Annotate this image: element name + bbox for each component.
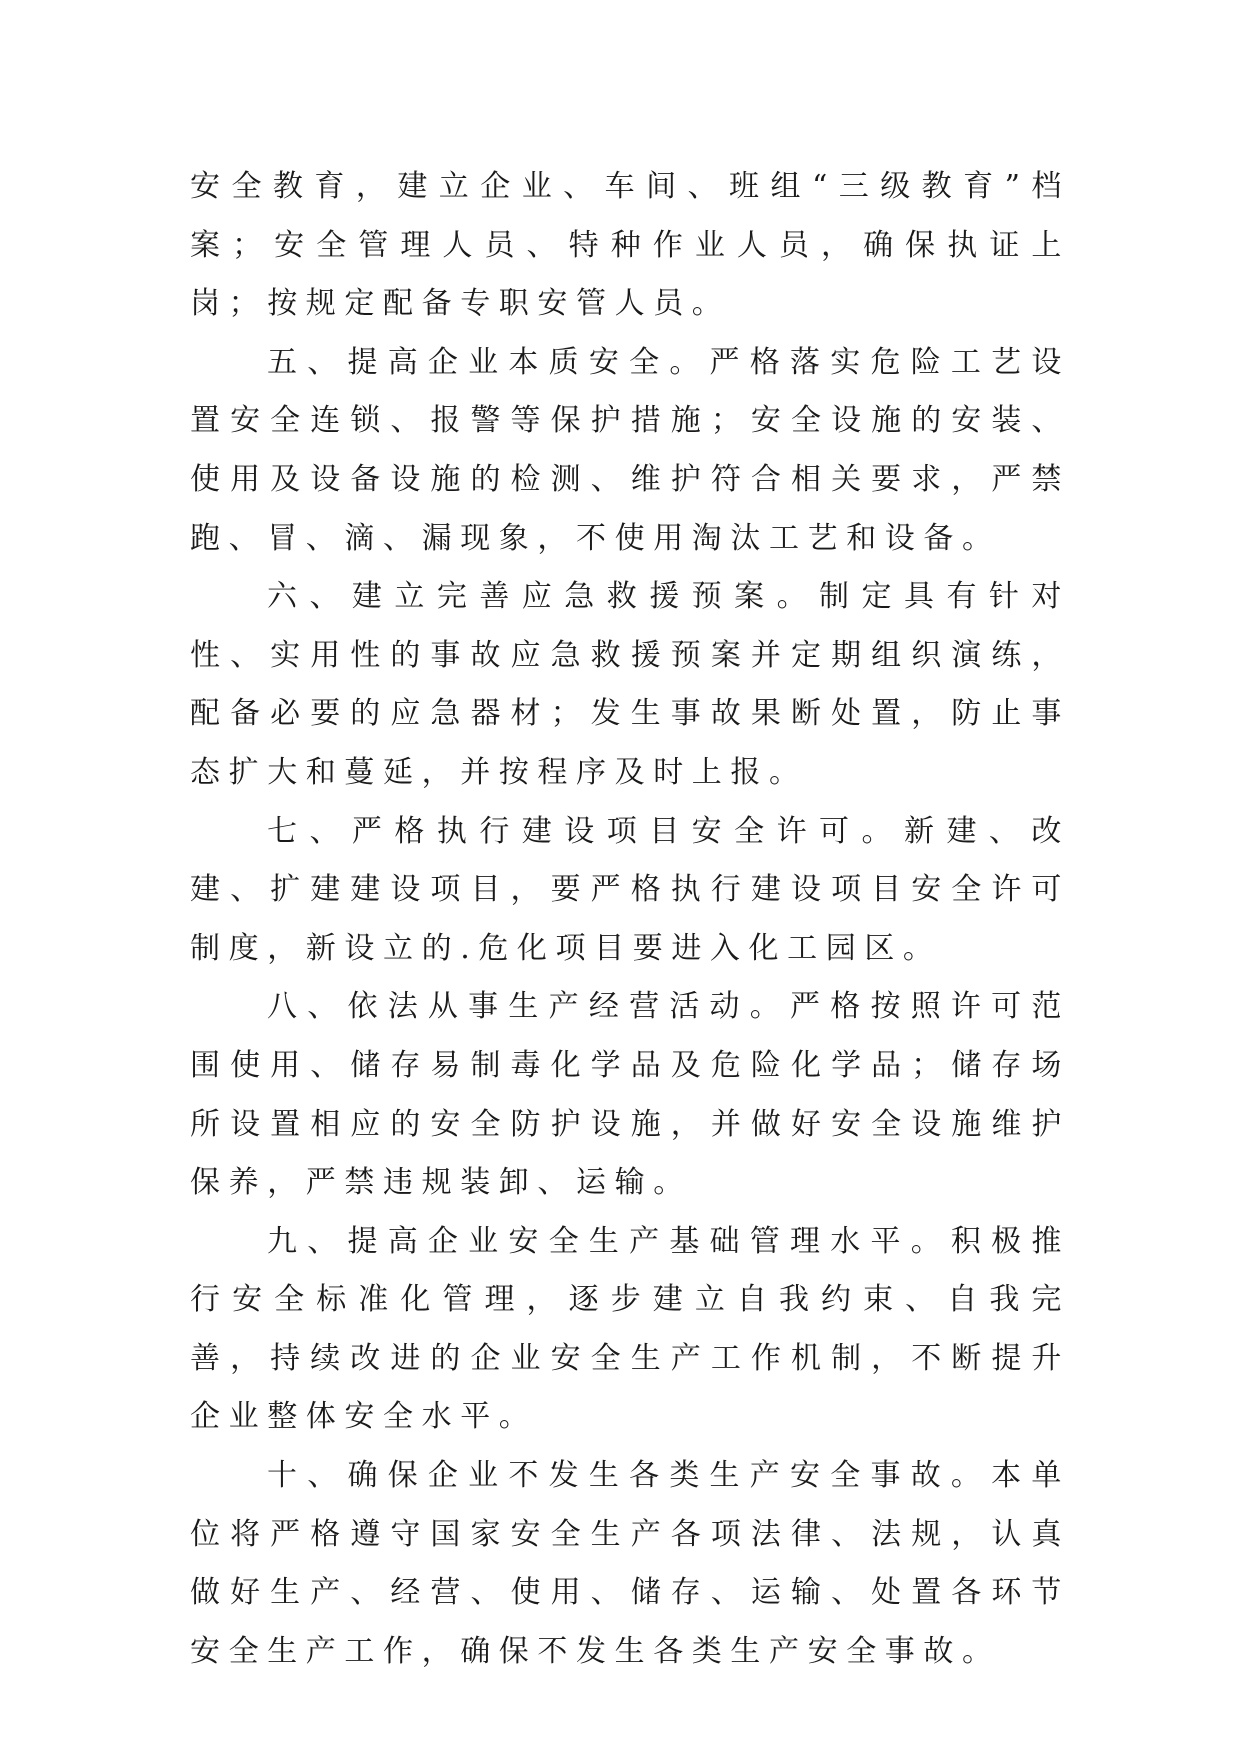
paragraph-4: 七、严格执行建设项目安全许可。新建、改建、扩建建设项目，要严格执行建设项目安全许可制度，新设立的.危化项目要进入化工园区。 — [190, 813, 1070, 966]
paragraph-2: 五、提高企业本质安全。严格落实危险工艺设置安全连锁、报警等保护措施；安全设施的安装、使用及设备设施的检测、维护符合相关要求，严禁跑、冒、滴、漏现象，不使用淘汰工艺和设备。 — [190, 344, 1070, 556]
paragraph-7: 十、确保企业不发生各类生产安全事故。本单位将严格遵守国家安全生产各项法律、法规，认真做好生产、经营、使用、储存、运输、处置各环节安全生产工作，确保不发生各类生产安全事故。 — [190, 1458, 1070, 1669]
paragraph-3: 六、建立完善应急救援预案。制定具有针对性、实用性的事故应急救援预案并定期组织演练，配备必要的应急器材；发生事故果断处置，防止事态扩大和蔓延，并按程序及时上报。 — [190, 579, 1070, 790]
paragraph-1: 安全教育，建立企业、车间、班组“三级教育”档案；安全管理人员、特种作业人员，确保执证上岗；按规定配备专职安管人员。 — [190, 169, 1070, 322]
document-body — [190, 158, 1070, 1681]
paragraph-5: 八、依法从事生产经营活动。严格按照许可范围使用、储存易制毒化学品及危险化学品；储存场所设置相应的安全防护设施，并做好安全设施维护保养，严禁违规装卸、运输。 — [190, 989, 1070, 1201]
paragraph-6: 九、提高企业安全生产基础管理水平。积极推行安全标准化管理，逐步建立自我约束、自我完善，持续改进的企业安全生产工作机制，不断提升企业整体安全水平。 — [190, 1223, 1070, 1435]
